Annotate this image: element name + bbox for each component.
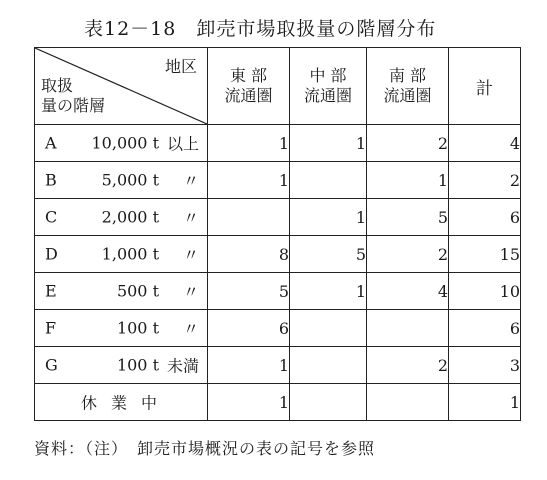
south-header-line1: 南 部 bbox=[388, 66, 427, 85]
row-suffix: 〃 bbox=[182, 171, 199, 191]
table-header-row bbox=[35, 48, 521, 125]
row-label-cell bbox=[35, 347, 208, 384]
table-row bbox=[35, 162, 521, 199]
row-suffix: 以上 bbox=[166, 134, 199, 154]
row-letter: E bbox=[45, 281, 57, 301]
cell-central: 5 bbox=[290, 236, 367, 273]
row-suffix: 〃 bbox=[182, 319, 199, 339]
row-label-cell bbox=[35, 273, 208, 310]
row-letter: F bbox=[45, 318, 57, 338]
row-letter: D bbox=[45, 244, 58, 264]
cell-central bbox=[290, 347, 367, 384]
table-row bbox=[35, 199, 521, 236]
cell-east: 1 bbox=[208, 125, 290, 162]
table-row bbox=[35, 347, 521, 384]
corner-category-line2: 量の階層 bbox=[41, 96, 106, 115]
row-amount: 100 t bbox=[116, 318, 159, 338]
row-suffix: 〃 bbox=[182, 208, 199, 228]
cell-central bbox=[290, 384, 367, 421]
central-header-line2: 流通圏 bbox=[303, 86, 352, 105]
row-letter: C bbox=[45, 207, 58, 227]
table-row bbox=[35, 310, 521, 347]
cell-south bbox=[367, 384, 449, 421]
cell-total: 2 bbox=[449, 162, 521, 199]
corner-category-label bbox=[41, 76, 105, 116]
row-label-cell bbox=[35, 310, 208, 347]
row-label-cell bbox=[35, 384, 208, 421]
table-row bbox=[35, 125, 521, 162]
row-amount: 100 t bbox=[116, 355, 159, 375]
cell-east: 1 bbox=[208, 347, 290, 384]
table-row bbox=[35, 236, 521, 273]
column-header-east bbox=[208, 48, 290, 125]
table-row-closed bbox=[35, 384, 521, 421]
closed-row-label: 休業中 bbox=[80, 393, 171, 413]
east-header-line2: 流通圏 bbox=[224, 86, 273, 105]
row-amount: 1,000 t bbox=[101, 244, 159, 264]
cell-east: 8 bbox=[208, 236, 290, 273]
corner-category-line1: 取扱 bbox=[41, 76, 74, 95]
cell-total: 6 bbox=[449, 310, 521, 347]
row-label-cell bbox=[35, 125, 208, 162]
cell-central bbox=[290, 162, 367, 199]
cell-total: 6 bbox=[449, 199, 521, 236]
table-title: 表12－18 卸売市場取扱量の階層分布 bbox=[84, 18, 437, 40]
row-amount: 5,000 t bbox=[101, 170, 159, 190]
cell-east: 5 bbox=[208, 273, 290, 310]
south-header-line2: 流通圏 bbox=[383, 86, 432, 105]
cell-south: 2 bbox=[367, 236, 449, 273]
cell-central bbox=[290, 310, 367, 347]
distribution-table bbox=[34, 47, 521, 421]
cell-east: 1 bbox=[208, 162, 290, 199]
row-label-cell bbox=[35, 199, 208, 236]
row-amount: 2,000 t bbox=[101, 207, 159, 227]
row-amount: 500 t bbox=[116, 281, 159, 301]
cell-central: 1 bbox=[290, 273, 367, 310]
row-label-cell bbox=[35, 236, 208, 273]
column-header-total: 計 bbox=[449, 48, 521, 125]
cell-total: 10 bbox=[449, 273, 521, 310]
central-header-line1: 中 部 bbox=[309, 66, 347, 85]
cell-total: 4 bbox=[449, 125, 521, 162]
cell-south: 5 bbox=[367, 199, 449, 236]
cell-south: 2 bbox=[367, 347, 449, 384]
cell-south: 1 bbox=[367, 162, 449, 199]
table-row bbox=[35, 273, 521, 310]
cell-east bbox=[208, 199, 290, 236]
column-header-central bbox=[290, 48, 367, 125]
cell-total: 1 bbox=[449, 384, 521, 421]
cell-total: 3 bbox=[449, 347, 521, 384]
cell-east: 1 bbox=[208, 384, 290, 421]
row-suffix: 〃 bbox=[182, 245, 199, 265]
row-letter: G bbox=[45, 355, 58, 375]
cell-central: 1 bbox=[290, 125, 367, 162]
corner-header-cell bbox=[35, 48, 208, 125]
cell-south: 4 bbox=[367, 273, 449, 310]
row-amount: 10,000 t bbox=[91, 133, 159, 153]
row-label-cell bbox=[35, 162, 208, 199]
cell-east: 6 bbox=[208, 310, 290, 347]
cell-total: 15 bbox=[449, 236, 521, 273]
east-header-line1: 東 部 bbox=[229, 66, 268, 85]
row-letter: B bbox=[45, 170, 57, 190]
column-header-south bbox=[367, 48, 449, 125]
row-suffix: 未満 bbox=[166, 356, 199, 376]
cell-south: 2 bbox=[367, 125, 449, 162]
cell-south bbox=[367, 310, 449, 347]
row-letter: A bbox=[45, 133, 57, 153]
row-suffix: 〃 bbox=[182, 282, 199, 302]
corner-region-label: 地区 bbox=[164, 57, 197, 76]
cell-central: 1 bbox=[290, 199, 367, 236]
source-note: 資料：（注） 卸売市場概況の表の記号を参照 bbox=[34, 439, 376, 458]
